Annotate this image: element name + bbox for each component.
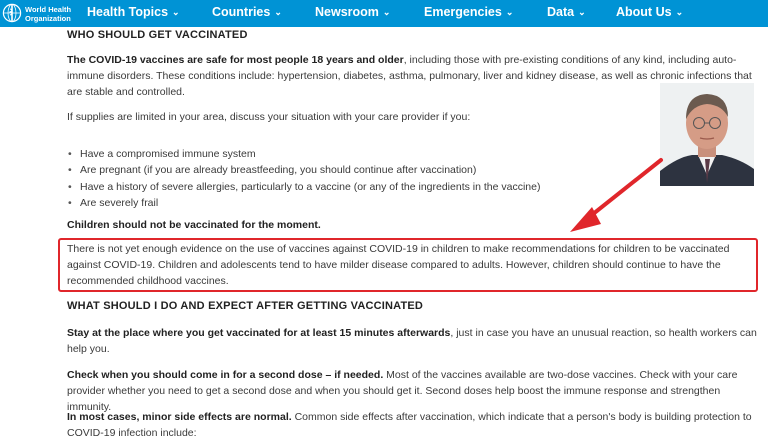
nav-label: Countries bbox=[212, 5, 271, 19]
highlight-box bbox=[58, 238, 758, 292]
logo-line-1: World Health bbox=[25, 5, 72, 14]
nav-data[interactable] bbox=[547, 5, 586, 19]
nav-emergencies[interactable] bbox=[424, 5, 513, 19]
nav-label: Emergencies bbox=[424, 5, 502, 19]
section-title-who-should: WHO SHOULD GET VACCINATED bbox=[67, 29, 248, 41]
list-item: • Have a compromised immune system bbox=[80, 146, 580, 162]
paragraph-text: , including those with pre-existing conditions of any kind, including auto-immune disorders. These conditions include: hypertension, diabetes, asthma, pulmonary, liver and kidney disease, as well as chronic infections that are stable and controlled. bbox=[67, 54, 752, 98]
chevron-down-icon: ⌄ bbox=[578, 7, 586, 17]
chevron-down-icon: ⌄ bbox=[274, 7, 282, 17]
nav-about-us[interactable] bbox=[616, 5, 683, 19]
nav-countries[interactable] bbox=[212, 5, 282, 19]
conditions-list bbox=[67, 146, 580, 211]
paragraph-bold-lead: Stay at the place where you get vaccinated for at least 15 minutes afterwards bbox=[67, 327, 451, 339]
chevron-down-icon: ⌄ bbox=[675, 7, 684, 17]
list-item: • Have a history of severe allergies, particularly to a vaccine (or any of the ingredients in the vaccine) bbox=[80, 179, 580, 195]
paragraph-text: , just in case you have an unusual reaction, so health workers can help you. bbox=[67, 327, 757, 355]
nav-label: Health Topics bbox=[87, 5, 169, 19]
nav-label: Data bbox=[547, 5, 575, 19]
who-emblem-icon bbox=[2, 3, 22, 23]
portrait-illustration bbox=[660, 83, 754, 186]
chevron-down-icon: ⌄ bbox=[172, 7, 180, 17]
paragraph-supplies-limited: If supplies are limited in your area, discuss your situation with your care provider if you: bbox=[67, 111, 471, 123]
paragraph-vaccine-safety bbox=[67, 52, 755, 100]
paragraph-second-dose bbox=[67, 367, 757, 415]
paragraph-side-effects bbox=[67, 409, 757, 441]
children-heading: Children should not be vaccinated for the moment. bbox=[67, 219, 321, 231]
nav-label: About Us bbox=[616, 5, 672, 19]
paragraph-bold-lead: The COVID-19 vaccines are safe for most people 18 years and older bbox=[67, 54, 404, 66]
paragraph-bold-lead: Check when you should come in for a second dose – if needed. bbox=[67, 369, 384, 381]
chevron-down-icon: ⌄ bbox=[382, 7, 391, 17]
section-title-after-vaccination: WHAT SHOULD I DO AND EXPECT AFTER GETTING VACCINATED bbox=[67, 300, 424, 312]
paragraph-bold-lead: In most cases, minor side effects are normal. bbox=[67, 411, 292, 423]
chevron-down-icon: ⌄ bbox=[505, 7, 514, 17]
paragraph-text: Most of the vaccines available are two-dose vaccines. Check with your care provider whether you need to get a second dose and when you should get it. Second doses help boost the immune response and strengthen immunity. bbox=[67, 369, 738, 413]
logo-text bbox=[25, 5, 71, 23]
man-portrait-photo bbox=[660, 83, 754, 186]
who-logo[interactable] bbox=[2, 2, 82, 26]
top-navbar bbox=[0, 0, 768, 27]
logo-line-2: Organization bbox=[25, 14, 71, 23]
nav-health-topics[interactable] bbox=[87, 5, 180, 19]
list-item: • Are severely frail bbox=[80, 195, 580, 211]
nav-newsroom[interactable] bbox=[315, 5, 390, 19]
children-evidence-paragraph: There is not yet enough evidence on the use of vaccines against COVID-19 in children to make recommendations for children to be vaccinated against COVID-19. Children and adolescents tend to have milder disease compared to adults. However, children should continue to have the recommended childhood vaccines. bbox=[67, 243, 730, 287]
paragraph-stay-15-minutes bbox=[67, 325, 757, 357]
list-item: • Are pregnant (if you are already breastfeeding, you should continue after vaccination) bbox=[80, 162, 580, 178]
nav-label: Newsroom bbox=[315, 5, 379, 19]
paragraph-text: Common side effects after vaccination, which indicate that a person's body is building protection to COVID-19 infection include: bbox=[67, 411, 752, 439]
